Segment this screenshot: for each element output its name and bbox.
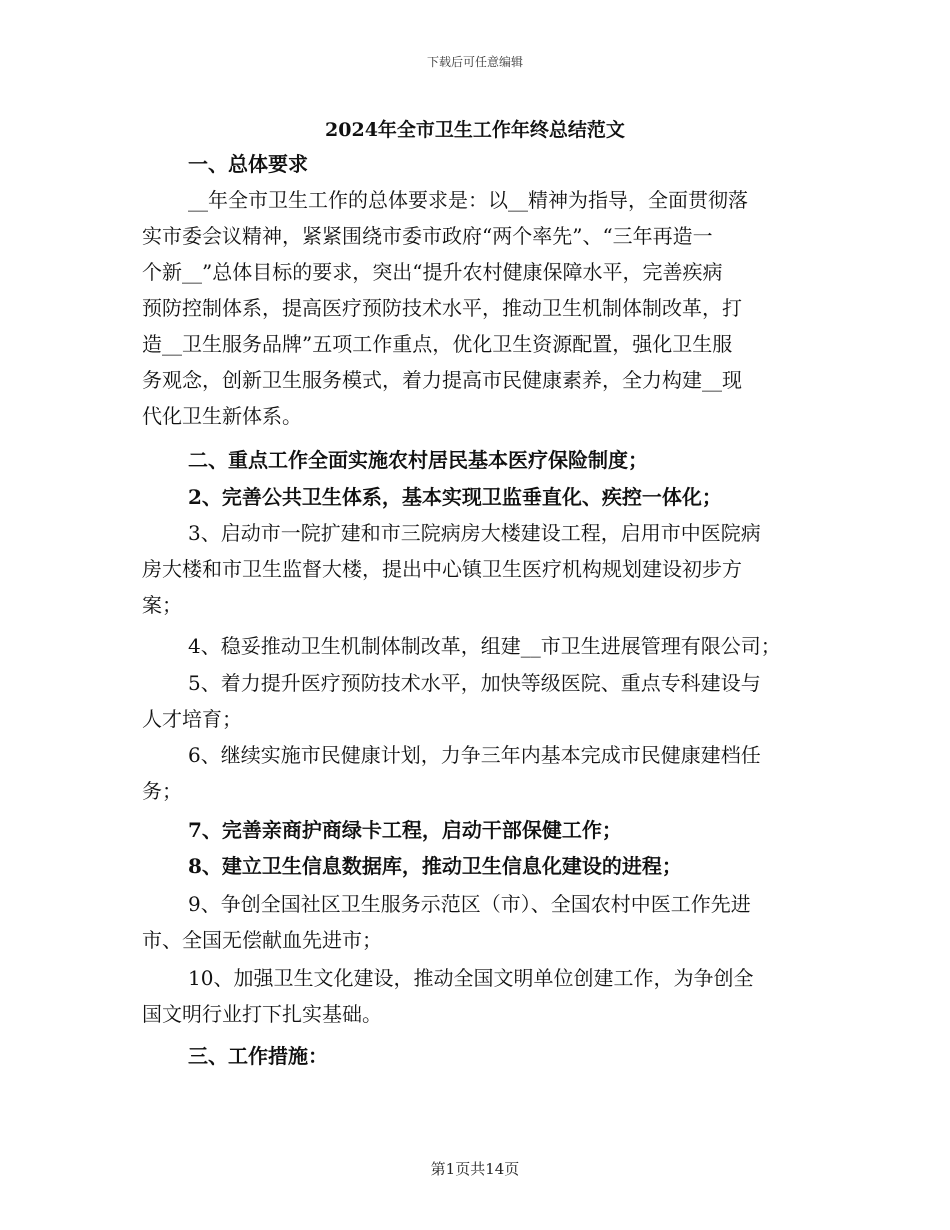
paragraph-line: 务观念，创新卫生服务模式，着力提高市民健康素养，全力构建__现 — [142, 368, 742, 392]
paragraph-line: 个新__”总体目标的要求，突出“提升农村健康保障水平，完善疾病 — [142, 260, 723, 284]
list-item-9: 9、争创全国社区卫生服务示范区（市）、全国农村中医工作先进 — [188, 892, 751, 916]
paragraph-line: 务； — [142, 779, 182, 803]
paragraph-line: __年全市卫生工作的总体要求是：以__精神为指导，全面贯彻落 — [188, 188, 748, 212]
paragraph-line: 案； — [142, 593, 182, 617]
heading-section-1: 一、总体要求 — [188, 152, 308, 176]
list-item-4: 4、稳妥推动卫生机制体制改革，组建__市卫生进展管理有限公司； — [188, 634, 781, 658]
paragraph-line: 人才培育； — [142, 707, 242, 731]
heading-section-3: 三、工作措施： — [188, 1044, 328, 1068]
paragraph-line: 造__卫生服务品牌”五项工作重点，优化卫生资源配置，强化卫生服 — [142, 332, 733, 356]
list-item-3: 3、启动市一院扩建和市三院病房大楼建设工程，启用市中医院病 — [188, 521, 761, 545]
list-item-8: 8、建立卫生信息数据库，推动卫生信息化建设的进程； — [188, 854, 682, 878]
paragraph-line: 国文明行业打下扎实基础。 — [142, 1002, 382, 1026]
paragraph-line: 房大楼和市卫生监督大楼，提出中心镇卫生医疗机构规划建设初步方 — [142, 557, 742, 581]
paragraph-line: 实市委会议精神，紧紧围绕市委市政府“两个率先”、“三年再造一 — [142, 224, 713, 248]
document-title: 2024年全市卫生工作年终总结范文 — [325, 119, 625, 141]
paragraph-line: 市、全国无偿献血先进市； — [142, 928, 382, 952]
list-item-7: 7、完善亲商护商绿卡工程，启动干部保健工作； — [188, 818, 622, 842]
page-header: 下载后可任意编辑 — [426, 55, 523, 69]
list-item-5: 5、着力提升医疗预防技术水平，加快等级医院、重点专科建设与 — [188, 671, 761, 695]
list-item-10: 10、加强卫生文化建设，推动全国文明单位创建工作，为争创全 — [188, 966, 754, 990]
page-footer: 第1页共14页 — [430, 1160, 520, 1178]
paragraph-line: 代化卫生新体系。 — [142, 404, 302, 428]
paragraph-line: 预防控制体系，提高医疗预防技术水平，推动卫生机制体制改革，打 — [142, 296, 742, 320]
heading-section-2: 二、重点工作全面实施农村居民基本医疗保险制度； — [188, 448, 648, 472]
list-item-2: 2、完善公共卫生体系，基本实现卫监垂直化、疾控一体化； — [188, 485, 722, 509]
list-item-6: 6、继续实施市民健康计划，力争三年内基本完成市民健康建档任 — [188, 743, 761, 767]
